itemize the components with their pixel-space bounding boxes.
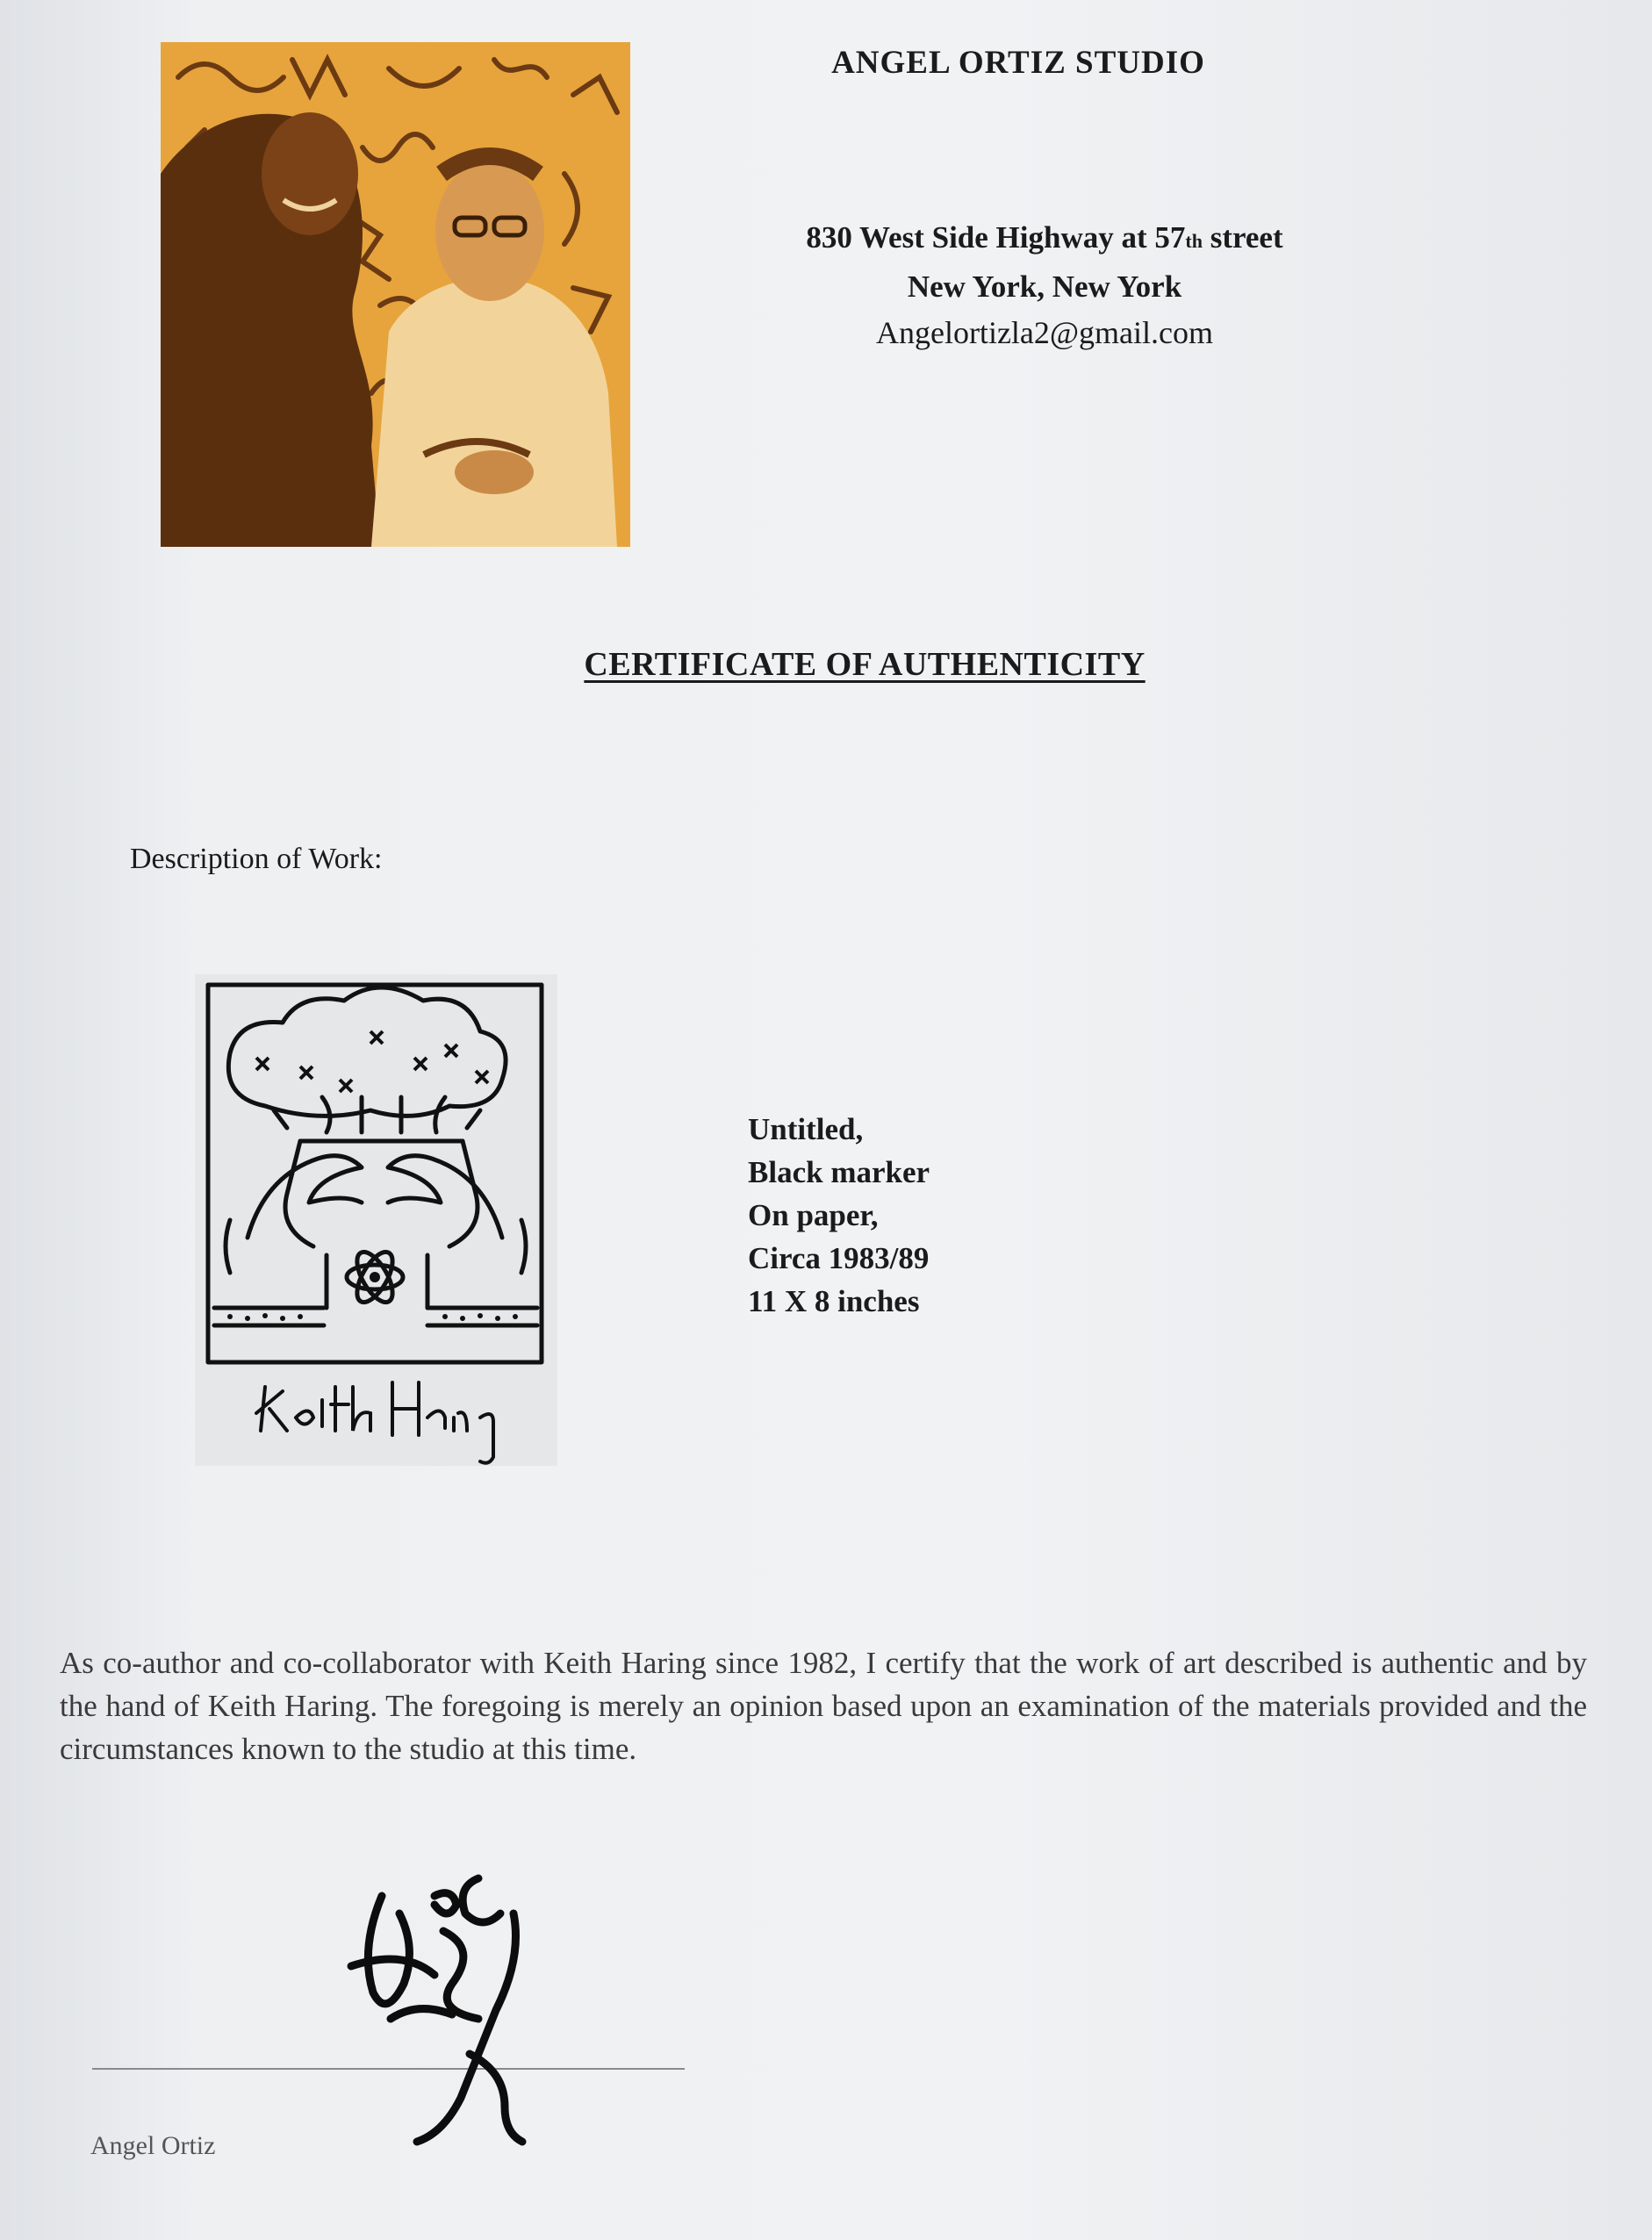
artwork-support: On paper, (748, 1198, 879, 1232)
description-label: Description of Work: (130, 843, 383, 875)
artwork-medium: Black marker (748, 1155, 930, 1189)
studio-name: ANGEL ORTIZ STUDIO (831, 45, 1205, 81)
authenticity-statement: As co-author and co-collaborator with Keith Haring since 1982, I certify that the work of art described is authentic and by the hand of Keith Haring. The foregoing is merely an opinion based upon an examination of the materials provided and the circumstances known to the studio at this time. (60, 1646, 1587, 1766)
address-street-suffix: street (1202, 220, 1283, 255)
address-street-number: 830 West Side Highway at 57 (806, 220, 1186, 255)
artwork-date: Circa 1983/89 (748, 1241, 930, 1275)
handwritten-signature (338, 1861, 601, 2150)
signatory-name: Angel Ortiz (90, 2131, 216, 2160)
address-city: New York, New York (907, 269, 1182, 304)
artwork-details (748, 1108, 930, 1323)
certificate-title: CERTIFICATE OF AUTHENTICITY (584, 646, 1146, 683)
artwork-image (195, 974, 557, 1466)
artwork-dimensions: 11 X 8 inches (748, 1284, 920, 1318)
artwork-title: Untitled, (748, 1112, 864, 1146)
address-street (720, 215, 1369, 264)
studio-photo (161, 42, 630, 547)
studio-address (720, 215, 1369, 355)
studio-email: Angelortizla2@gmail.com (875, 315, 1214, 350)
address-ordinal-suffix: th (1185, 230, 1203, 252)
